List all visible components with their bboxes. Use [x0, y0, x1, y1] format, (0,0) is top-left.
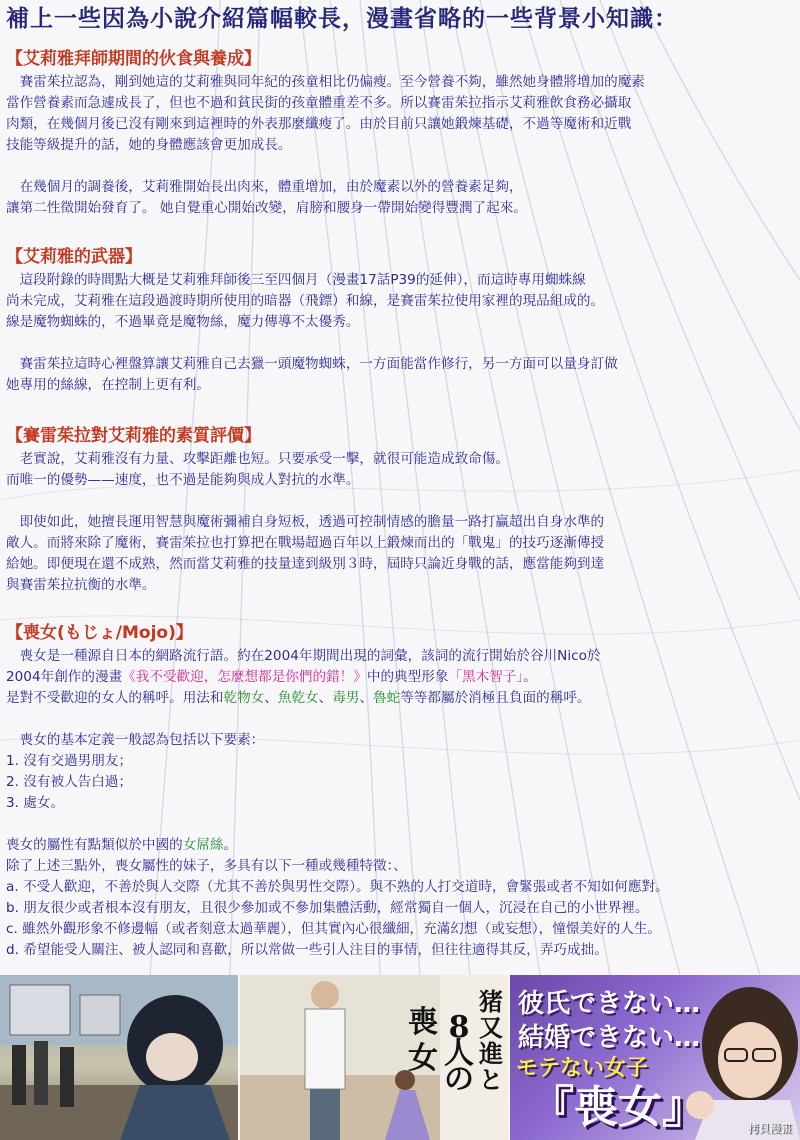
text-run: 、 [359, 690, 374, 706]
text-run: 是對不受歡迎的女人的稱呼。用法和 [6, 690, 224, 706]
text-line: 敵人。而將來除了魔術，賽雷茱拉也打算把在戰場超過百年以上鍛煉而出的「戰鬼」的技巧逐漸傳授 [6, 535, 605, 551]
page-title: 補上一些因為小說介紹篇幅較長，漫畫省略的一些背景小知識： [6, 6, 678, 32]
banner-line-3: モテない女子 [516, 1056, 649, 1081]
highlighted-term: 「黑木智子」 [448, 669, 524, 685]
mojo-banner-image [510, 975, 800, 1140]
text-line [6, 646, 796, 667]
illustration-strip [0, 975, 800, 1140]
text-line: 賽雷茱拉這時心裡盤算讓艾莉雅自己去獵一頭魔物蜘蛛，一方面能當作修行，另一方面可以量身訂做 [6, 356, 618, 372]
drama-title-mojo: 喪 女 [408, 1005, 438, 1076]
section-mojo [6, 622, 796, 961]
text-line: 她專用的絲線，在控制上更有利。 [6, 377, 210, 393]
highlighted-term: 魯蛇 [373, 690, 401, 706]
text-line [6, 730, 796, 751]
text-run: d. 希望能受人關注、被人認同和喜歡，所以常做一些引人注目的事情，但往往適得其反，弄巧成拙。 [6, 942, 608, 958]
text-line [6, 772, 796, 793]
drama-poster-image [240, 975, 508, 1140]
highlighted-term: 女屌絲 [182, 837, 224, 853]
text-line: 這段附錄的時間點大概是艾莉雅拜師後三至四個月（漫畫17話P39的延伸），而這時專用蜘蛛線 [6, 272, 586, 288]
anime-girl-illustration [0, 975, 238, 1140]
text-line: 在幾個月的調養後，艾莉雅開始長出肉來，體重增加，由於魔素以外的營養素足夠， [6, 179, 523, 195]
highlighted-term: 乾物女 [223, 690, 265, 706]
text-line [6, 898, 796, 919]
text-run: 中的典型形象 [366, 669, 449, 685]
text-line: 老實說，艾莉雅沒有力量、攻擊距離也短。只要承受一擊，就很可能造成致命傷。 [6, 451, 509, 467]
text-run: 喪女的基本定義一般認為包括以下要素： [6, 732, 265, 748]
text-line [6, 688, 796, 709]
watermark: 拷貝漫畫 [748, 1122, 792, 1135]
text-line [6, 793, 796, 814]
text-line [6, 751, 796, 772]
text-line [6, 667, 796, 688]
text-line: 讓第二性徵開始發育了。 她自覺重心開始改變，肩膀和腰身一帶開始變得豐潤了起來。 [6, 200, 527, 216]
paragraph-gap [6, 709, 796, 730]
text-run: a. 不受人歡迎，不善於與人交際（尤其不善於與男性交際）。與不熟的人打交道時，會緊張或者不知如何應對。 [6, 879, 669, 895]
text-line [6, 919, 796, 940]
anime-scene-image [0, 975, 238, 1140]
text-line: 尚未完成，艾莉雅在這段過渡時期所使用的暗器（飛鏢）和線，是賽雷茱拉使用家裡的現品組成的。 [6, 293, 605, 309]
banner-mojo-title: 『喪女』 [530, 1082, 706, 1133]
paragraph-gap [6, 491, 796, 512]
text-line [6, 856, 796, 877]
text-run: b. 朋友很少或者根本沒有朋友，且很少參加或不參加集體活動，經常獨自一個人，沉浸在自己的小世界裡。 [6, 900, 649, 916]
paragraph-gap [6, 814, 796, 835]
text-line: 而唯一的優勢——速度，也不過是能夠與成人對抗的水準。 [6, 472, 360, 488]
section-weapons [6, 246, 796, 396]
text-run: 2004年創作的漫畫 [6, 669, 123, 685]
drama-title: 猪 又 進 と [479, 987, 503, 1094]
banner-line-1: 彼氏できない… [518, 989, 701, 1019]
banner-line-2: 結婚できない… [518, 1023, 701, 1053]
text-run: 等等都屬於消極且負面的稱呼。 [400, 690, 591, 706]
text-run: 。 [223, 837, 238, 853]
text-line [6, 835, 796, 856]
text-run: 喪女是一種源自日本的網路流行語。約在2004年期間出現的詞彙，該詞的流行開始於谷川Nico於 [6, 648, 601, 664]
highlighted-term: 《我不受歡迎，怎麼想都是你們的錯！》 [122, 669, 367, 685]
text-line [6, 940, 796, 961]
text-line: 給她。即便現在還不成熟，然而當艾莉雅的技量達到級別３時，屆時只論近身戰的話，應當能夠到達 [6, 556, 605, 572]
text-run: 、 [318, 690, 333, 706]
text-line: 即使如此，她擅長運用智慧與魔術彌補自身短板，透過可控制情感的膽量一路打贏超出自身水準的 [6, 514, 605, 530]
text-line: 當作營養素而急遽成長了，但也不過和貧民街的孩童體重差不多。所以賽雷茱拉指示艾莉雅飲食務必攝取 [6, 95, 632, 111]
drama-title-big: 8 人 の [444, 1010, 474, 1097]
text-run: 2. 沒有被人告白過； [6, 774, 133, 790]
text-line [6, 877, 796, 898]
section-diet-and-training [6, 48, 796, 219]
section-heading: 【賽雷茱拉對艾莉雅的素質評價】 [6, 426, 261, 446]
text-run: c. 雖然外觀形象不修邊幅（或者刻意太過華麗），但其實內心很纖細，充滿幻想（或妄想），憧憬美好的人生。 [6, 921, 662, 937]
highlighted-term: 魚乾女 [277, 690, 319, 706]
text-run: 1. 沒有交過男朋友； [6, 753, 133, 769]
paragraph-gap [6, 156, 796, 177]
section-heading: 【喪女(もじょ/Mojo)】 [6, 623, 193, 643]
text-run: 喪女的屬性有點類似於中國的 [6, 837, 183, 853]
text-run: 除了上述三點外，喪女屬性的妹子，多具有以下一種或幾種特徵：、 [6, 858, 408, 874]
text-run: 、 [264, 690, 278, 706]
text-line: 賽雷茱拉認為，剛到她這的艾莉雅與同年紀的孩童相比仍偏瘦。至今營養不夠，雖然她身體將增加的魔素 [6, 74, 645, 90]
text-run: 。 [523, 669, 537, 685]
text-line: 肉類，在幾個月後已沒有剛來到這裡時的外表那麼纖瘦了。由於目前只讓她鍛煉基礎，不過等魔術和近戰 [6, 116, 632, 132]
text-line: 線是魔物蜘蛛的，不過畢竟是魔物絲，魔力傳導不太優秀。 [6, 314, 360, 330]
text-line: 技能等級提升的話，她的身體應該會更加成長。 [6, 137, 292, 153]
paragraph-gap [6, 333, 796, 354]
text-run: 3. 處女。 [6, 795, 65, 811]
text-line: 與賽雷茱拉抗衡的水準。 [6, 577, 156, 593]
section-evaluation [6, 425, 796, 596]
section-heading: 【艾莉雅拜師期間的伙食與養成】 [6, 49, 261, 69]
section-heading: 【艾莉雅的武器】 [6, 247, 142, 267]
highlighted-term: 毒男 [332, 690, 360, 706]
